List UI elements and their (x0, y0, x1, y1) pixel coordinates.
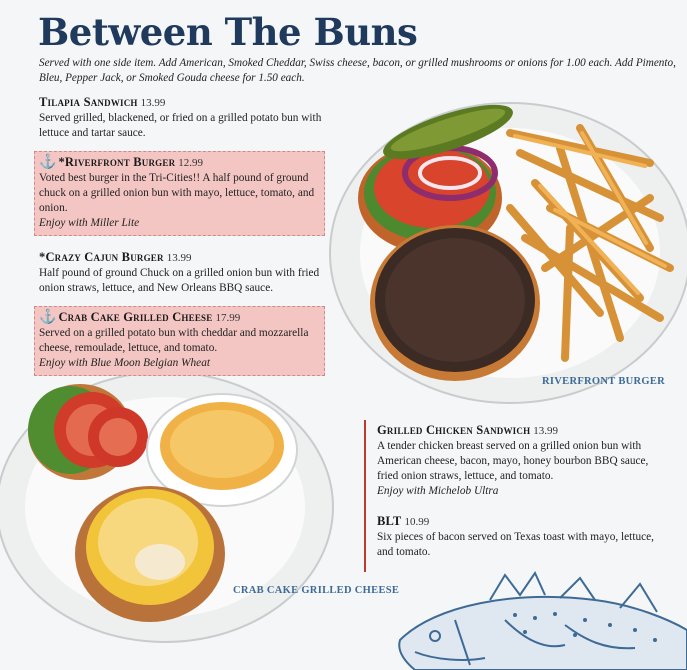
menu-item-blt (377, 514, 662, 560)
crab-cake-caption: CRAB CAKE GRILLED CHEESE (233, 585, 400, 596)
item-description: Served grilled, blackened, or fried on a grilled potato bun with lettuce and tartar sauce. (39, 112, 322, 139)
section-divider (364, 420, 366, 572)
item-pairing: Enjoy with Blue Moon Belgian Wheat (39, 357, 210, 369)
item-name: Crab Cake Grilled Cheese (58, 310, 213, 324)
menu-item-riverfront-burger (34, 151, 325, 236)
item-description: Half pound of ground Chuck on a grilled onion bun with fried onion straws, lettuce, and New Orleans BBQ sauce. (39, 267, 320, 294)
anchor-icon: ⚓ (39, 310, 57, 325)
item-name: *Crazy Cajun Burger (39, 250, 164, 264)
item-name: *Riverfront Burger (58, 155, 176, 169)
riverfront-burger-caption: RIVERFRONT BURGER (542, 376, 666, 387)
item-price: 13.99 (166, 252, 192, 264)
item-description: A tender chicken breast served on a grilled onion bun with American cheese, bacon, mayo, honey bourbon BBQ sauce, fried onion straws, lettuce, and tomato. (377, 440, 649, 482)
page-subtitle: Served with one side item. Add American, Smoked Cheddar, Swiss cheese, bacon, or grilled mushrooms or onions for 1.00 each. Add Pimento, Bleu, Pepper Jack, or Smoked Gouda cheese for 1.50 each. (39, 57, 676, 84)
anchor-icon: ⚓ (39, 155, 57, 170)
page-title: Between The Buns (38, 10, 418, 54)
item-description: Voted best burger in the Tri-Cities!! A half pound of ground chuck on a grilled onion bun with mayo, lettuce, tomato, and onion. (39, 172, 315, 214)
menu-item-crazy-cajun-burger (39, 250, 327, 296)
crab-cake-photo (0, 372, 345, 647)
item-price: 17.99 (215, 312, 241, 324)
menu-item-crab-cake-grilled-cheese (34, 306, 325, 376)
item-price: 10.99 (404, 516, 430, 528)
riverfront-burger-photo (320, 88, 687, 408)
menu-item-grilled-chicken-sandwich (377, 423, 662, 499)
item-description: Six pieces of bacon served on Texas toast with mayo, lettuce, and tomato. (377, 531, 654, 558)
item-price: 13.99 (140, 97, 166, 109)
item-name: Tilapia Sandwich (39, 95, 138, 109)
item-pairing: Enjoy with Michelob Ultra (377, 485, 499, 497)
item-price: 13.99 (533, 425, 559, 437)
item-pairing: Enjoy with Miller Lite (39, 217, 140, 229)
fish-illustration (395, 570, 687, 670)
item-description: Served on a grilled potato bun with cheddar and mozzarella cheese, remoulade, lettuce, and tomato. (39, 327, 309, 354)
item-name: Grilled Chicken Sandwich (377, 423, 531, 437)
item-name: BLT (377, 514, 402, 528)
item-price: 12.99 (178, 157, 204, 169)
menu-item-tilapia (39, 95, 327, 141)
